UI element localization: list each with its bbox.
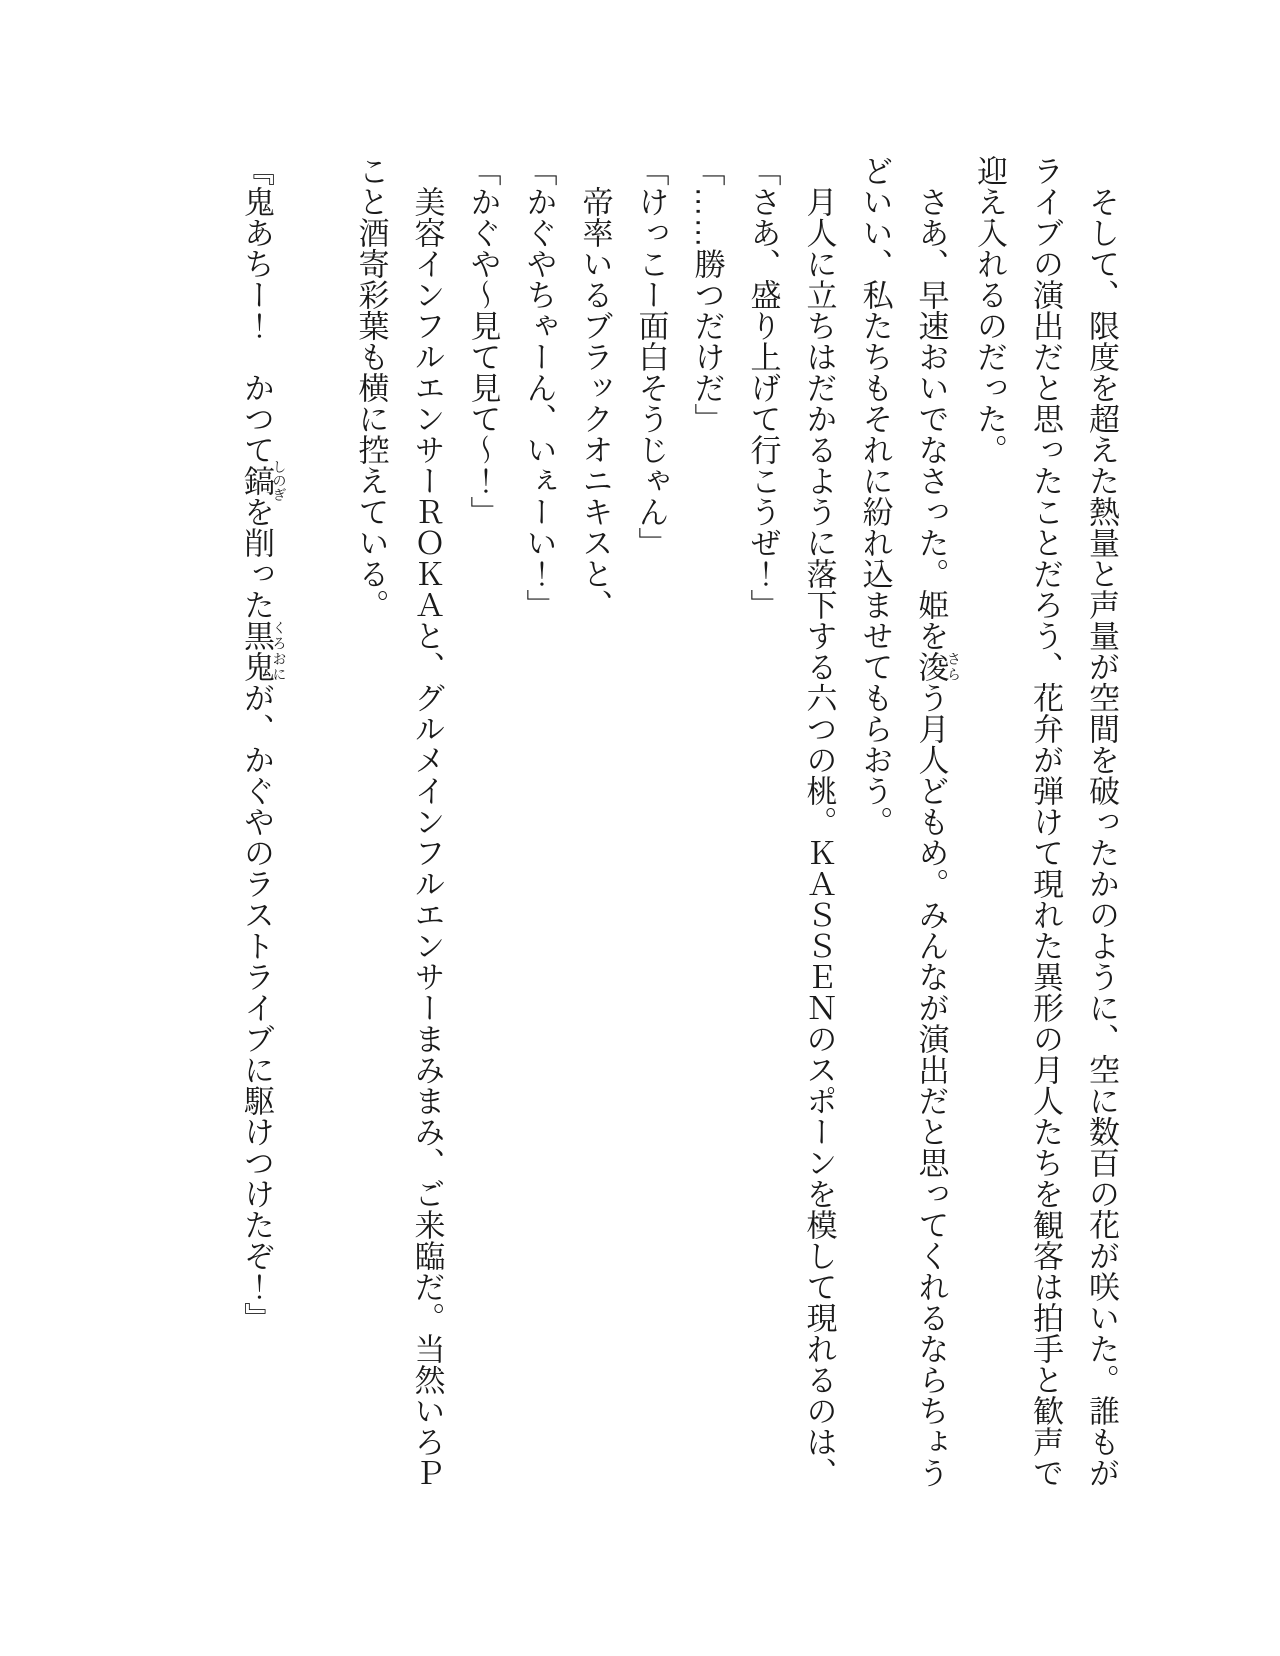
paragraph: さあ、早速おいでなさった。姫を浚さらう月人どもめ。みんなが演出だと思ってくれるならちょうどいい、私たちもそれに紛れ込ませてもらおう。 — [857, 155, 962, 1488]
paragraph: 「かぐやちゃーん、いぇーい！」 — [521, 155, 557, 620]
paragraph: 帝率いるブラックオニキスと、 — [577, 186, 613, 620]
paragraph: そして、限度を超えた熱量と声量が空間を破ったかのように、空に数百の花が咲いた。誰もがライブの演出だと思ったことだろう、花弁が弾けて現れた異形の月人たちを観客は拍手と歓声で迎え入れるのだった。 — [972, 155, 1119, 1488]
paragraph: 「かぐや～見て見て～！」 — [465, 155, 501, 527]
furigana: しのぎ — [271, 459, 288, 502]
paragraph: 『鬼あちー！ かつて鎬しのぎを削った黒鬼くろおにが、かぐやのラストライブに駆けつけたぞ！』 — [239, 155, 288, 1333]
paragraph: 「さあ、盛り上げて行こうぜ！」 — [745, 155, 781, 620]
novel-text — [228, 155, 1129, 1495]
blank-line — [287, 155, 343, 1495]
furigana: くろおに — [271, 620, 288, 682]
furigana: さら — [946, 651, 962, 682]
paragraph: 「けっこー面白そうじゃん」 — [633, 155, 669, 558]
ruby-annotated-word: 黒鬼くろおに — [239, 620, 288, 682]
paragraph: 月人に立ちはだかるように落下する六つの桃。ＫＡＳＳＥＮのスポーンを模して現れるのは、 — [801, 186, 837, 1488]
paragraph: 「……勝つだけだ」 — [689, 155, 725, 434]
ruby-annotated-word: 鎬しのぎ — [239, 459, 288, 502]
ruby-annotated-word: 浚さら — [913, 651, 962, 682]
paragraph: 美容インフルエンサーＲＯＫＡと、グルメインフルエンサーまみまみ、ご来臨だ。当然いろＰこと酒寄彩葉も横に控えている。 — [353, 155, 445, 1488]
